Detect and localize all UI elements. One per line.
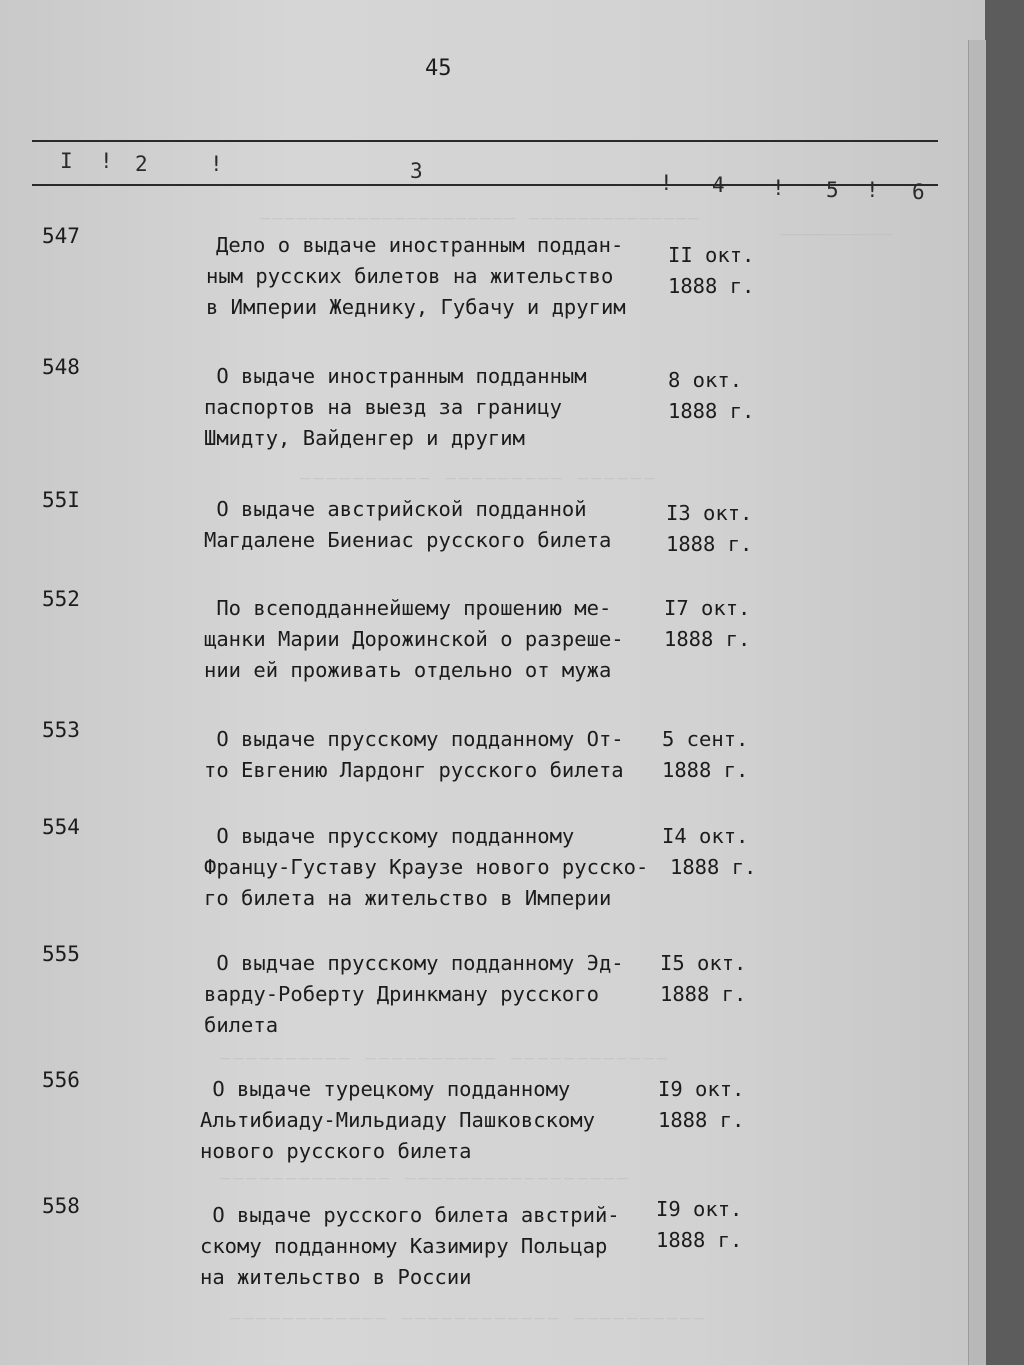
date-line: 1888 г. bbox=[670, 855, 757, 879]
description-line: О выдаче иностранным подданным bbox=[204, 364, 587, 388]
column-header-2: 2 bbox=[135, 152, 148, 176]
column-separator: ! bbox=[866, 178, 879, 202]
entry-number: 558 bbox=[42, 1194, 80, 1218]
show-through-texture: _____________ _________________ bbox=[220, 1160, 631, 1180]
show-through-texture: __________ __________ ____________ bbox=[220, 1040, 670, 1060]
date-line: I7 окт. bbox=[664, 596, 751, 620]
show-through-texture: ___________ bbox=[780, 216, 893, 236]
column-separator: ! bbox=[100, 149, 113, 173]
description-line: По всеподданнейшему прошению ме- bbox=[204, 596, 612, 620]
column-header-1: I bbox=[60, 149, 73, 173]
entry-description bbox=[204, 821, 684, 914]
description-line: Альтибиаду-Мильдиаду Пашковскому bbox=[200, 1108, 595, 1132]
description-line: то Евгению Лардонг русского билета bbox=[204, 758, 624, 782]
date-line: I9 окт. bbox=[658, 1077, 745, 1101]
entry-number: 555 bbox=[42, 942, 80, 966]
entry-date bbox=[662, 724, 748, 786]
entry-number: 552 bbox=[42, 587, 80, 611]
column-header-6: 6 bbox=[912, 180, 925, 204]
column-separator: ! bbox=[772, 176, 785, 200]
entry-date bbox=[668, 365, 754, 427]
description-line: О выдаче прусскому подданному bbox=[204, 824, 575, 848]
entry-date bbox=[666, 498, 752, 560]
entry-date bbox=[662, 821, 756, 883]
entry-date bbox=[660, 948, 746, 1010]
description-line: Дело о выдаче иностранным поддан- bbox=[216, 233, 624, 257]
show-through-texture: ____________ ____________ __________ bbox=[230, 1300, 707, 1320]
date-line: I4 окт. bbox=[662, 824, 749, 848]
date-line: 5 сент. bbox=[662, 727, 749, 751]
description-line: варду-Роберту Дринкману русского bbox=[204, 982, 599, 1006]
description-line: нии ей проживать отдельно от мужа bbox=[204, 658, 612, 682]
description-line: О выдаче прусскому подданному От- bbox=[204, 727, 624, 751]
description-line: паспортов на выезд за границу bbox=[204, 395, 562, 419]
description-line: на жительство в России bbox=[200, 1265, 472, 1289]
entry-number: 548 bbox=[42, 355, 80, 379]
description-line: Францу-Густаву Краузе нового русско- bbox=[204, 855, 649, 879]
date-line: I3 окт. bbox=[666, 501, 753, 525]
column-header-4: 4 bbox=[712, 173, 725, 197]
entry-number: 553 bbox=[42, 718, 80, 742]
entry-description bbox=[204, 593, 684, 686]
column-header-3: 3 bbox=[410, 159, 423, 183]
date-line: 1888 г. bbox=[666, 532, 753, 556]
entry-description bbox=[206, 230, 696, 323]
date-line: I5 окт. bbox=[660, 951, 747, 975]
column-separator: ! bbox=[210, 152, 223, 176]
header-top-rule bbox=[32, 140, 938, 142]
entry-number: 556 bbox=[42, 1068, 80, 1092]
description-line: скому подданному Казимиру Польцар bbox=[200, 1234, 608, 1258]
entry-number: 55I bbox=[42, 488, 80, 512]
page-number: 45 bbox=[425, 56, 452, 81]
entry-description bbox=[200, 1074, 680, 1167]
entry-date bbox=[656, 1194, 742, 1256]
entry-description bbox=[204, 494, 684, 556]
description-line: го билета на жительство в Империи bbox=[204, 886, 612, 910]
entry-description bbox=[204, 724, 684, 786]
entry-date bbox=[664, 593, 750, 655]
description-line: билета bbox=[204, 1013, 279, 1037]
description-line: О выдчае прусскому подданному Эд- bbox=[204, 951, 624, 975]
description-line: О выдаче русского билета австрий- bbox=[200, 1203, 620, 1227]
description-line: О выдаче австрийской подданной bbox=[204, 497, 587, 521]
date-line: 1888 г. bbox=[664, 627, 751, 651]
column-separator: ! bbox=[660, 171, 673, 195]
date-line: 1888 г. bbox=[658, 1108, 745, 1132]
header-bottom-rule bbox=[32, 184, 938, 186]
date-line: II окт. bbox=[668, 243, 755, 267]
description-line: щанки Марии Дорожинской о разреше- bbox=[204, 627, 624, 651]
date-line: 1888 г. bbox=[662, 758, 749, 782]
entry-description bbox=[204, 948, 684, 1041]
date-line: 1888 г. bbox=[656, 1228, 743, 1252]
description-line: нового русского билета bbox=[200, 1139, 472, 1163]
entry-number: 554 bbox=[42, 815, 80, 839]
date-line: 1888 г. bbox=[660, 982, 747, 1006]
description-line: Магдалене Биениас русского билета bbox=[204, 528, 612, 552]
date-line: 8 окт. bbox=[668, 368, 743, 392]
show-through-texture: __________ _________ ______ bbox=[300, 460, 658, 480]
entry-description bbox=[200, 1200, 680, 1293]
column-header-5: 5 bbox=[826, 178, 839, 202]
date-line: I9 окт. bbox=[656, 1197, 743, 1221]
entry-description bbox=[204, 361, 684, 454]
description-line: О выдаче турецкому подданному bbox=[200, 1077, 571, 1101]
description-line: в Империи Жеднику, Губачу и другим bbox=[206, 295, 626, 319]
date-line: 1888 г. bbox=[668, 399, 755, 423]
entry-date bbox=[658, 1074, 744, 1136]
description-line: ным русских билетов на жительство bbox=[206, 264, 614, 288]
description-line: Шмидту, Вайденгер и другим bbox=[204, 426, 525, 450]
date-line: 1888 г. bbox=[668, 274, 755, 298]
show-through-texture: _____________________ ______________ bbox=[260, 200, 701, 220]
sheet-edge bbox=[968, 40, 986, 1365]
entry-number: 547 bbox=[42, 224, 80, 248]
entry-date bbox=[668, 240, 754, 302]
